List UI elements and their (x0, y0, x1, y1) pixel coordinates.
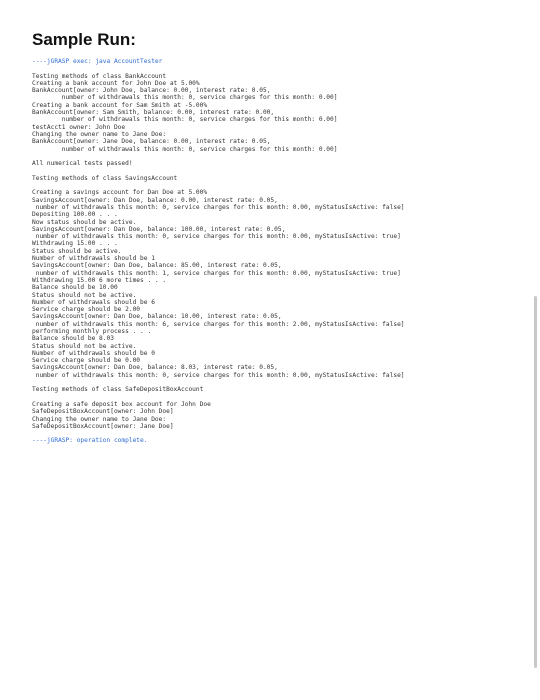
console-line: Withdrawing 15.00 . . . (32, 240, 118, 248)
console-line: number of withdrawals this month: 0, service charges for this month: 0.00, myStatusIsActive: false] (32, 203, 405, 211)
console-line: number of withdrawals this month: 0, service charges for this month: 0.00] (32, 145, 338, 153)
console-line: Testing methods of class BankAccount (32, 72, 167, 80)
console-line: number of withdrawals this month: 0, service charges for this month: 0.00, myStatusIsActive: true] (32, 233, 401, 241)
console-line: number of withdrawals this month: 6, service charges for this month: 2.00, myStatusIsActive: false] (32, 320, 405, 328)
console-line: Creating a bank account for John Doe at 5.00% (32, 79, 200, 87)
console-line: Withdrawing 15.00 6 more times . . . (32, 276, 167, 284)
blank-line (32, 394, 502, 401)
console-line: Number of withdrawals should be 0 (32, 349, 155, 357)
safe-deposit-section-title: Testing methods of class SafeDepositBoxAccount (32, 386, 204, 394)
console-line: SafeDepositBoxAccount[owner: Jane Doe] (32, 422, 174, 430)
console-line: BankAccount[owner: Sam Smith, balance: 0.00, interest rate: 0.00, (32, 109, 275, 117)
console-line: Status should not be active. (32, 342, 137, 350)
console-line: Changing the owner name to Jane Doe: (32, 130, 167, 138)
console-line: Service charge should be 0.00 (32, 357, 141, 365)
vertical-scrollbar[interactable] (534, 296, 537, 668)
console-line: Balance should be 8.03 (32, 335, 114, 343)
console-line: Creating a savings account for Dan Doe at 5.00% (32, 189, 208, 197)
bank-account-section (32, 73, 502, 153)
console-line: Balance should be 10.00 (32, 284, 118, 292)
console-line: Changing the owner name to Jane Doe: (32, 415, 167, 423)
console-line: Number of withdrawals should be 1 (32, 255, 155, 263)
console-line: SavingsAccount[owner: Dan Doe, balance: 10.00, interest rate: 0.05, (32, 313, 282, 321)
console-line: SavingsAccount[owner: Dan Doe, balance: 8.03, interest rate: 0.05, (32, 364, 278, 372)
console-line: BankAccount[owner: John Doe, balance: 0.00, interest rate: 0.05, (32, 87, 271, 95)
console-line: BankAccount[owner: Jane Doe, balance: 0.00, interest rate: 0.05, (32, 138, 271, 146)
savings-section-title: Testing methods of class SavingsAccount (32, 174, 178, 182)
console-line: number of withdrawals this month: 1, service charges for this month: 0.00, myStatusIsActive: true] (32, 269, 401, 277)
console-line: testAcct1 owner: John Doe (32, 123, 126, 131)
console-output (32, 58, 502, 445)
console-line: number of withdrawals this month: 0, service charges for this month: 0.00, myStatusIsActive: false] (32, 371, 405, 379)
console-line: number of withdrawals this month: 0, service charges for this month: 0.00] (32, 116, 338, 124)
page-title: Sample Run: (32, 30, 136, 49)
console-line: Depositing 100.00 . . . (32, 211, 118, 219)
console-line: SavingsAccount[owner: Dan Doe, balance: 85.00, interest rate: 0.05, (32, 262, 282, 270)
blank-line (32, 430, 502, 437)
console-line: Status should not be active. (32, 291, 137, 299)
console-line: number of withdrawals this month: 0, service charges for this month: 0.00] (32, 94, 338, 102)
savings-account-section (32, 189, 502, 379)
jgrasp-complete-line: ----jGRASP: operation complete. (32, 437, 148, 445)
console-line: Service charge should be 2.00 (32, 306, 141, 314)
console-line: Creating a bank account for Sam Smith at -5.00% (32, 101, 208, 109)
all-tests-passed-line: All numerical tests passed! (32, 160, 133, 168)
console-line: Creating a safe deposit box account for John Doe (32, 400, 211, 408)
jgrasp-exec-line: ----jGRASP exec: java AccountTester (32, 58, 163, 65)
blank-line (32, 153, 502, 160)
console-line: SavingsAccount[owner: Dan Doe, balance: 0.00, interest rate: 0.05, (32, 196, 278, 204)
console-line: Number of withdrawals should be 6 (32, 298, 155, 306)
blank-line (32, 379, 502, 386)
blank-line (32, 182, 502, 189)
console-line: Now status should be active. (32, 218, 137, 226)
console-line: Status should be active. (32, 247, 122, 255)
safe-deposit-section (32, 401, 502, 430)
blank-line (32, 167, 502, 174)
console-line: SafeDepositBoxAccount[owner: John Doe] (32, 408, 174, 416)
console-line: performing monthly process . . . (32, 327, 152, 335)
blank-line (32, 65, 502, 72)
console-line: SavingsAccount[owner: Dan Doe, balance: 100.00, interest rate: 0.05, (32, 225, 286, 233)
